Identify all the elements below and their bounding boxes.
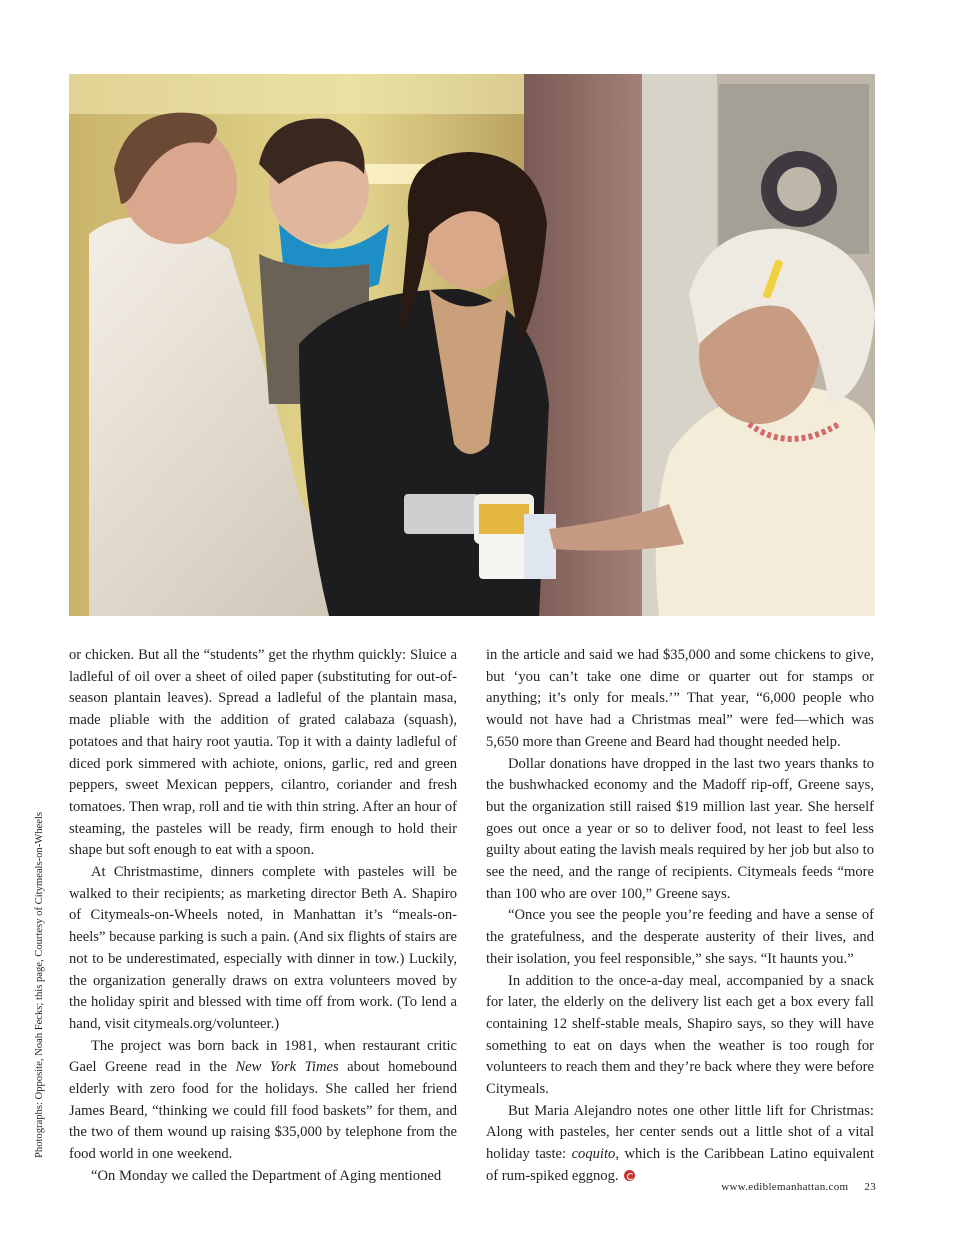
italic-text: New York Times xyxy=(235,1059,339,1076)
italic-text: coquito, xyxy=(571,1146,619,1163)
paragraph: At Christmastime, dinners complete with pasteles will be walked to their recipients; as marketing director Beth A. Shapiro of Citymeals-on-Wheels noted, in Manhattan it’s “meals-on-heels” because parking is such a pain. (And six flights of stairs are not to be underestimated, especially with dinner in tow.) Luckily, the organization generally draws on extra volunteers moved by the holiday spirit and blessed with time off from work. (To lend a hand, visit citymeals.org/volunteer.) xyxy=(69,864,457,1032)
paragraph: “On Monday we called the Department of Aging mentioned xyxy=(91,1167,442,1184)
paragraph: or chicken. But all the “students” get the rhythm quickly: Sluice a ladleful of oil over a sheet of oiled paper (substituting for out-of-season plantain leaves). Spread a ladleful of the plantain masa, made pliable with the addition of grated calabaza (squash), potatoes and that hairy root yautia. Top it with a dainty ladleful of diced pork simmered with achiote, onions, garlic, red and green peppers, sweet Mexican peppers, cilantro, coriander and fresh tomatoes. Then wrap, roll and tie with thin string. After an hour of steaming, the pasteles will be ready, firm enough to hold their shape but soft enough to eat with a spoon. xyxy=(69,647,457,859)
paragraph-text: But Maria Alejandro notes one other little lift for Christmas: Along with pasteles, her center sends out a little shot of a vital holiday taste: coquito, which is the Caribbean Latino equivalent of rum-spiked eggnog. xyxy=(486,1102,875,1184)
article-column-right xyxy=(486,645,874,1188)
paragraph: in the article and said we had $35,000 and some chickens to give, but ‘you can’t take one dime or quarter out for stamps or anything; it’s only for meals.’” That year, “6,000 people who would not have had a Christmas meal” were fed—which was 5,650 more than Greene and Beard had thought needed help. xyxy=(486,647,874,750)
article-column-left xyxy=(69,645,457,1188)
article-photo xyxy=(69,74,875,616)
site-url: www.ediblemanhattan.com xyxy=(721,1181,849,1193)
paragraph-text: The project was born back in 1981, when restaurant critic Gael Greene read in the New York Times about homebound elderly with zero food for the holidays. She called her friend James Beard, “thinking we could fill food baskets” for them, and the two of them wound up raising $35,000 by telephone from the food world in one weekend. xyxy=(69,1037,457,1163)
page-footer xyxy=(721,1180,876,1194)
paragraph-nyt xyxy=(69,1036,457,1166)
paragraph-final xyxy=(486,1101,874,1188)
photo-credit: Photographs: Opposite, Noah Fecks; this page, Courtesy of Citymeals-on-Wheels xyxy=(34,811,45,1158)
photo-illustration xyxy=(69,74,875,616)
page-number: 23 xyxy=(864,1181,876,1193)
paragraph: “Once you see the people you’re feeding and have a sense of the gratefulness, and the desperate austerity of their lives, and their isolation, you feel responsible,” she says. “It haunts you.” xyxy=(486,907,874,967)
end-mark-icon xyxy=(624,1170,635,1181)
paragraph: Dollar donations have dropped in the last two years thanks to the bushwhacked economy and the Madoff rip-off, Greene says, but the organization still raised $19 million last year. She herself goes out once a year or so to deliver food, not least to feel less guilty about eating the lavish meals required by her job but also to see the need, and the range of recipients. Citymeals feeds “more than 100 who are over 100,” Greene says. xyxy=(486,755,874,902)
paragraph: In addition to the once-a-day meal, accompanied by a snack for later, the elderly on the delivery list each get a box every fall containing 12 shelf-stable meals, Shapiro says, so they will have something to eat on days when the weather is too rough for volunteers to reach them and they’re back where they were before Citymeals. xyxy=(486,972,874,1098)
